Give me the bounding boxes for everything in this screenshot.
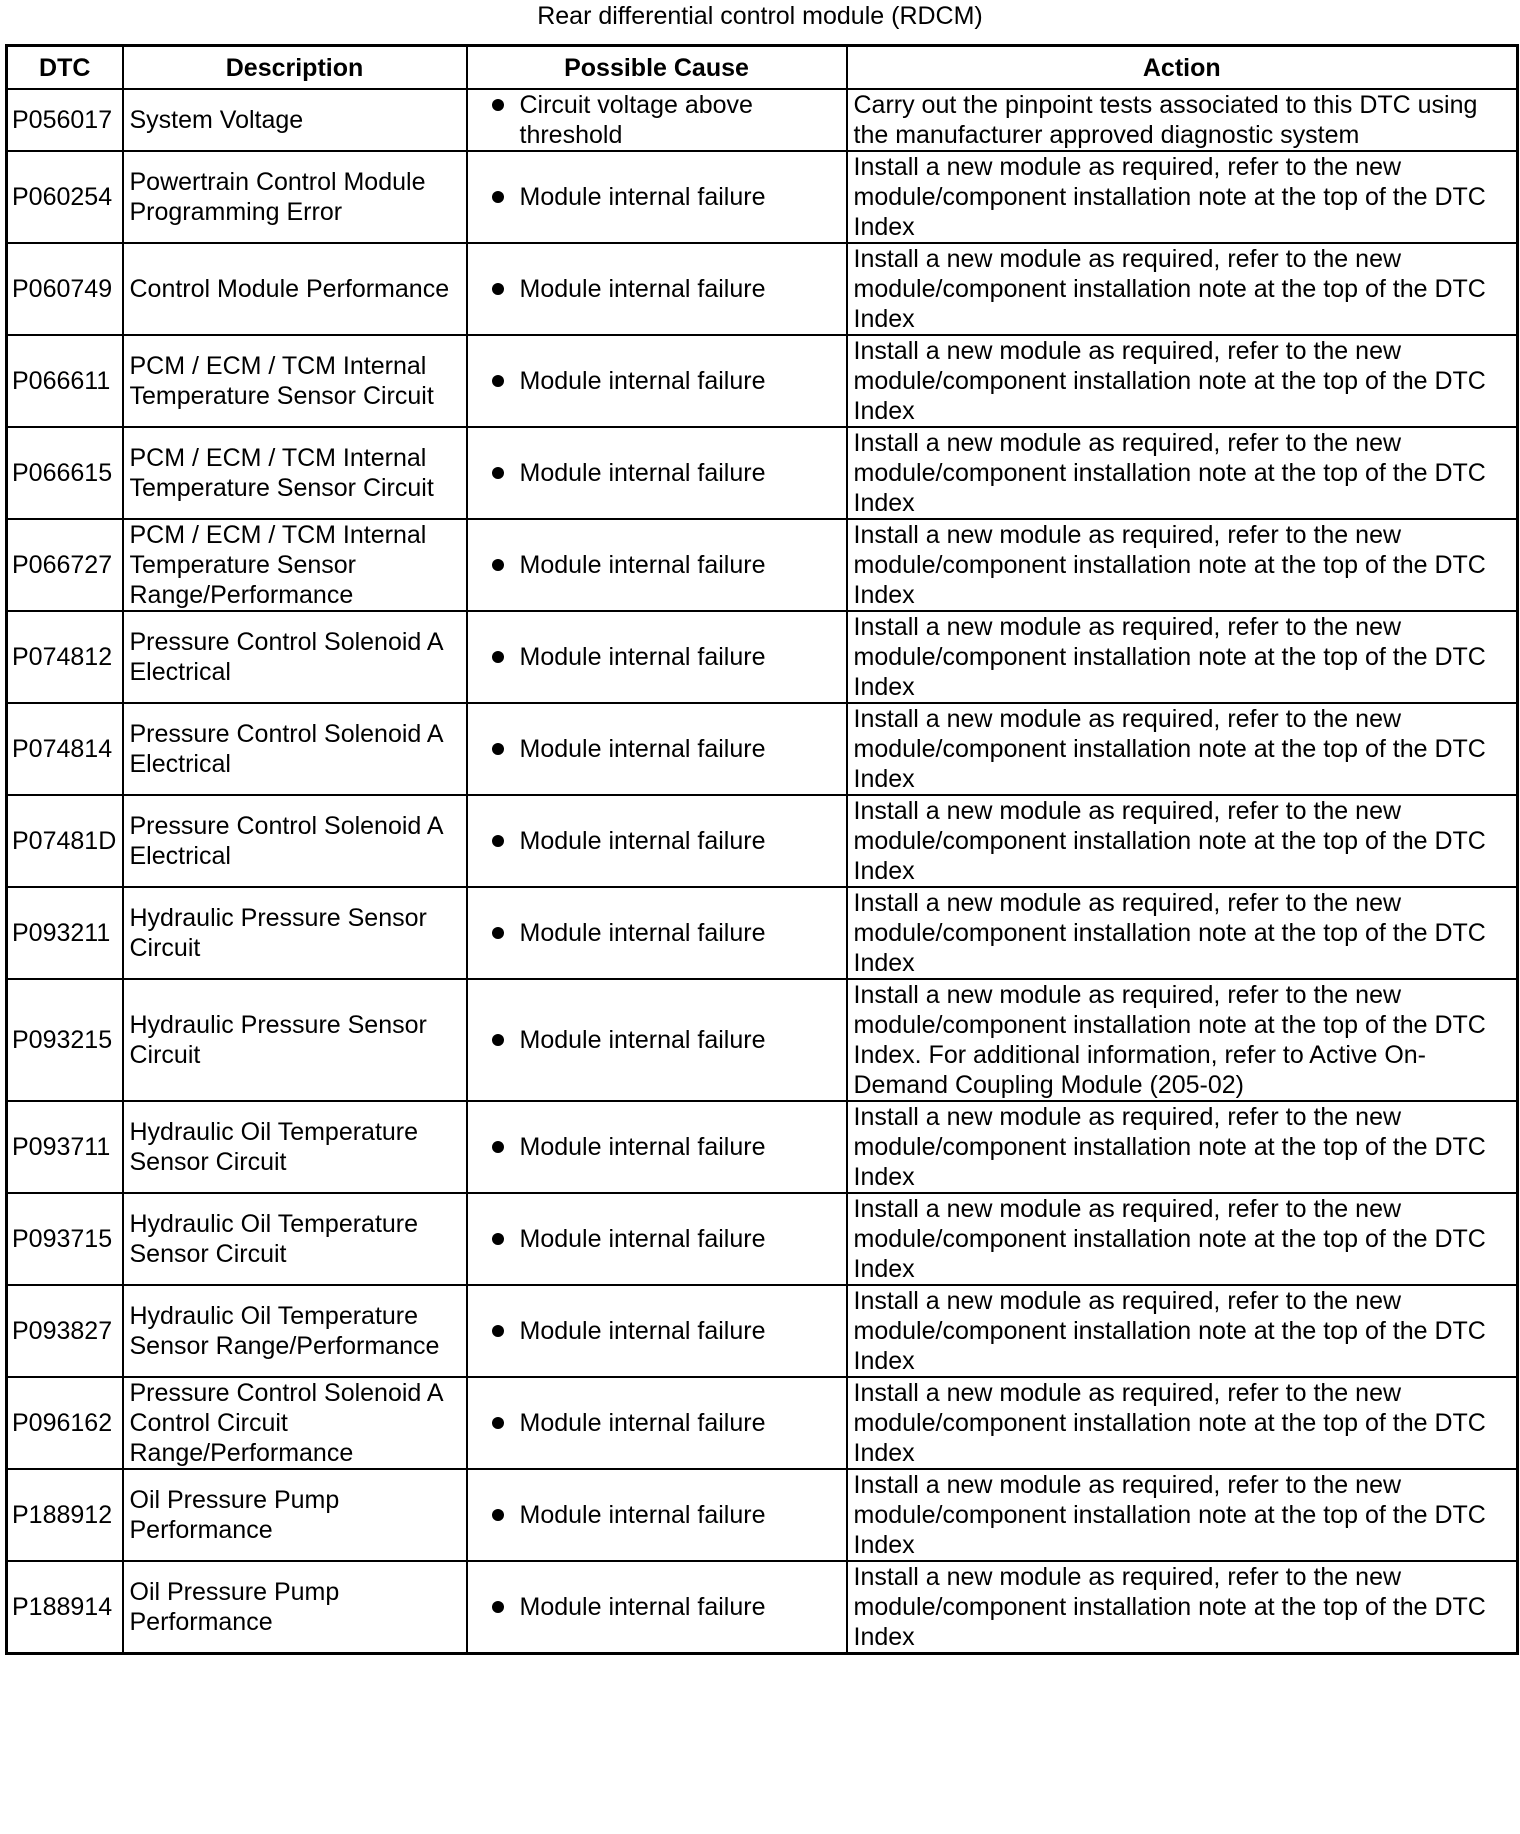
bullet-icon <box>492 99 504 111</box>
cause-list-item <box>492 458 838 488</box>
table-row <box>7 1561 1518 1654</box>
table-body <box>7 89 1518 1654</box>
cell-possible-cause <box>467 1561 847 1654</box>
cell-dtc: P093215 <box>7 979 123 1101</box>
header-dtc: DTC <box>7 46 123 90</box>
cell-dtc: P060749 <box>7 243 123 335</box>
cell-action: Install a new module as required, refer to the new module/component installation note at the top of the DTC Index <box>847 519 1518 611</box>
table-row <box>7 89 1518 151</box>
cell-possible-cause <box>467 335 847 427</box>
cell-description: System Voltage <box>123 89 467 151</box>
cell-dtc: P07481D <box>7 795 123 887</box>
table-row <box>7 243 1518 335</box>
bullet-icon <box>492 375 504 387</box>
cell-dtc: P056017 <box>7 89 123 151</box>
table-row <box>7 979 1518 1101</box>
bullet-icon <box>492 467 504 479</box>
cause-list-item <box>492 1025 838 1055</box>
cause-text: Module internal failure <box>519 1409 766 1437</box>
header-description: Description <box>123 46 467 90</box>
cell-description: Pressure Control Solenoid A Electrical <box>123 703 467 795</box>
bullet-icon <box>492 1141 504 1153</box>
cell-dtc: P066727 <box>7 519 123 611</box>
cell-possible-cause <box>467 519 847 611</box>
table-row <box>7 611 1518 703</box>
bullet-icon <box>492 1233 504 1245</box>
cell-action: Install a new module as required, refer to the new module/component installation note at the top of the DTC Index <box>847 1101 1518 1193</box>
bullet-icon <box>492 283 504 295</box>
bullet-icon <box>492 1417 504 1429</box>
cell-dtc: P066611 <box>7 335 123 427</box>
table-row <box>7 1377 1518 1469</box>
cell-dtc: P093827 <box>7 1285 123 1377</box>
table-row <box>7 151 1518 243</box>
dtc-table <box>5 44 1519 1655</box>
cause-list-item <box>492 274 838 304</box>
cell-possible-cause <box>467 979 847 1101</box>
cell-possible-cause <box>467 1469 847 1561</box>
table-caption: Rear differential control module (RDCM) <box>537 2 983 30</box>
bullet-icon <box>492 1509 504 1521</box>
cause-list-item <box>492 734 838 764</box>
cell-possible-cause <box>467 89 847 151</box>
cell-dtc: P060254 <box>7 151 123 243</box>
cause-text: Module internal failure <box>519 551 766 579</box>
cell-possible-cause <box>467 1285 847 1377</box>
cell-action: Install a new module as required, refer to the new module/component installation note at the top of the DTC Index <box>847 1561 1518 1654</box>
cell-dtc: P093711 <box>7 1101 123 1193</box>
cause-list-item <box>492 90 838 150</box>
cell-possible-cause <box>467 427 847 519</box>
cause-text: Module internal failure <box>519 1225 766 1253</box>
cell-possible-cause <box>467 1193 847 1285</box>
cause-list-item <box>492 1132 838 1162</box>
cell-possible-cause <box>467 611 847 703</box>
table-row <box>7 887 1518 979</box>
cell-description: Control Module Performance <box>123 243 467 335</box>
cause-list-item <box>492 1500 838 1530</box>
bullet-icon <box>492 1325 504 1337</box>
table-row <box>7 1469 1518 1561</box>
cell-description: Pressure Control Solenoid A Electrical <box>123 795 467 887</box>
cell-description: PCM / ECM / TCM Internal Temperature Sensor Range/Performance <box>123 519 467 611</box>
bullet-icon <box>492 1034 504 1046</box>
table-row <box>7 335 1518 427</box>
cell-description: Pressure Control Solenoid A Control Circuit Range/Performance <box>123 1377 467 1469</box>
cause-list-item <box>492 1316 838 1346</box>
cell-possible-cause <box>467 151 847 243</box>
cell-action: Carry out the pinpoint tests associated to this DTC using the manufacturer approved diagnostic system <box>847 89 1518 151</box>
cell-dtc: P096162 <box>7 1377 123 1469</box>
cell-dtc: P188914 <box>7 1561 123 1654</box>
cell-action: Install a new module as required, refer to the new module/component installation note at the top of the DTC Index. For additional information, refer to Active On-Demand Coupling Module (205-02) <box>847 979 1518 1101</box>
cause-list-item <box>492 366 838 396</box>
cause-list-item <box>492 642 838 672</box>
cell-dtc: P074814 <box>7 703 123 795</box>
cause-text: Module internal failure <box>519 459 766 487</box>
cell-description: Powertrain Control Module Programming Error <box>123 151 467 243</box>
cause-text: Module internal failure <box>519 919 766 947</box>
bullet-icon <box>492 835 504 847</box>
cause-list-item <box>492 1592 838 1622</box>
table-row <box>7 795 1518 887</box>
bullet-icon <box>492 191 504 203</box>
table-row <box>7 519 1518 611</box>
header-action: Action <box>847 46 1518 90</box>
cause-list-item <box>492 1224 838 1254</box>
cause-text: Module internal failure <box>519 183 766 211</box>
cause-text: Module internal failure <box>519 827 766 855</box>
bullet-icon <box>492 743 504 755</box>
cause-list-item <box>492 1408 838 1438</box>
cause-text: Circuit voltage above threshold <box>519 91 753 149</box>
cell-dtc: P093211 <box>7 887 123 979</box>
cause-text: Module internal failure <box>519 1317 766 1345</box>
cell-dtc: P188912 <box>7 1469 123 1561</box>
cause-text: Module internal failure <box>519 1133 766 1161</box>
cell-description: Hydraulic Pressure Sensor Circuit <box>123 979 467 1101</box>
header-row <box>7 46 1518 90</box>
cell-description: Pressure Control Solenoid A Electrical <box>123 611 467 703</box>
cell-action: Install a new module as required, refer to the new module/component installation note at the top of the DTC Index <box>847 243 1518 335</box>
cell-possible-cause <box>467 1377 847 1469</box>
cell-description: PCM / ECM / TCM Internal Temperature Sensor Circuit <box>123 335 467 427</box>
cell-description: PCM / ECM / TCM Internal Temperature Sensor Circuit <box>123 427 467 519</box>
table-row <box>7 1193 1518 1285</box>
cell-action: Install a new module as required, refer to the new module/component installation note at the top of the DTC Index <box>847 335 1518 427</box>
cell-possible-cause <box>467 795 847 887</box>
table-row <box>7 1101 1518 1193</box>
cell-possible-cause <box>467 1101 847 1193</box>
table-row <box>7 703 1518 795</box>
bullet-icon <box>492 1601 504 1613</box>
cell-dtc: P066615 <box>7 427 123 519</box>
cell-action: Install a new module as required, refer to the new module/component installation note at the top of the DTC Index <box>847 151 1518 243</box>
cell-description: Hydraulic Oil Temperature Sensor Circuit <box>123 1193 467 1285</box>
cell-action: Install a new module as required, refer to the new module/component installation note at the top of the DTC Index <box>847 1469 1518 1561</box>
cell-possible-cause <box>467 703 847 795</box>
cell-action: Install a new module as required, refer to the new module/component installation note at the top of the DTC Index <box>847 427 1518 519</box>
cell-action: Install a new module as required, refer to the new module/component installation note at the top of the DTC Index <box>847 703 1518 795</box>
cell-description: Oil Pressure Pump Performance <box>123 1561 467 1654</box>
header-possible-cause: Possible Cause <box>467 46 847 90</box>
bullet-icon <box>492 927 504 939</box>
table-row <box>7 427 1518 519</box>
cell-action: Install a new module as required, refer to the new module/component installation note at the top of the DTC Index <box>847 1285 1518 1377</box>
cause-list-item <box>492 182 838 212</box>
cell-action: Install a new module as required, refer to the new module/component installation note at the top of the DTC Index <box>847 1377 1518 1469</box>
bullet-icon <box>492 559 504 571</box>
cell-possible-cause <box>467 887 847 979</box>
cell-action: Install a new module as required, refer to the new module/component installation note at the top of the DTC Index <box>847 795 1518 887</box>
cause-text: Module internal failure <box>519 1593 766 1621</box>
cell-action: Install a new module as required, refer to the new module/component installation note at the top of the DTC Index <box>847 1193 1518 1285</box>
cause-list-item <box>492 550 838 580</box>
cause-text: Module internal failure <box>519 735 766 763</box>
table-row <box>7 1285 1518 1377</box>
cause-text: Module internal failure <box>519 1026 766 1054</box>
cause-text: Module internal failure <box>519 643 766 671</box>
cell-description: Hydraulic Oil Temperature Sensor Circuit <box>123 1101 467 1193</box>
cause-text: Module internal failure <box>519 367 766 395</box>
cause-list-item <box>492 918 838 948</box>
cell-description: Oil Pressure Pump Performance <box>123 1469 467 1561</box>
cause-text: Module internal failure <box>519 275 766 303</box>
bullet-icon <box>492 651 504 663</box>
cell-possible-cause <box>467 243 847 335</box>
cell-description: Hydraulic Oil Temperature Sensor Range/Performance <box>123 1285 467 1377</box>
cause-text: Module internal failure <box>519 1501 766 1529</box>
cell-action: Install a new module as required, refer to the new module/component installation note at the top of the DTC Index <box>847 611 1518 703</box>
cell-action: Install a new module as required, refer to the new module/component installation note at the top of the DTC Index <box>847 887 1518 979</box>
cause-list-item <box>492 826 838 856</box>
cell-dtc: P074812 <box>7 611 123 703</box>
cell-dtc: P093715 <box>7 1193 123 1285</box>
cell-description: Hydraulic Pressure Sensor Circuit <box>123 887 467 979</box>
